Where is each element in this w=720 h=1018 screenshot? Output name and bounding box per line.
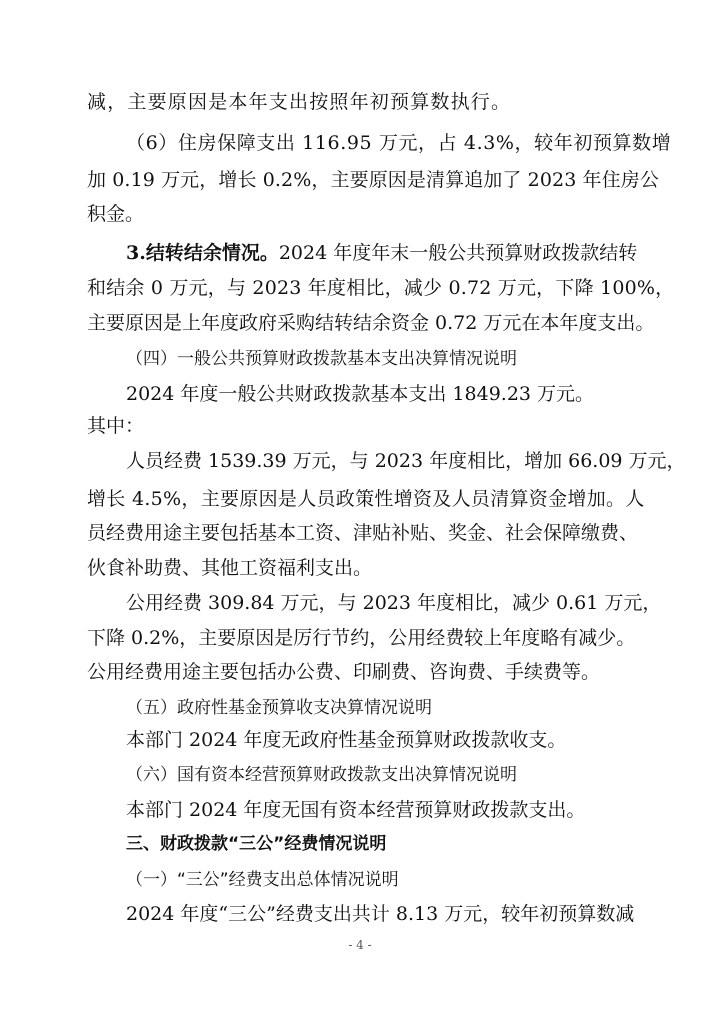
- text-line: 本部门 2024 年度无国有资本经营预算财政拨款支出。: [126, 799, 586, 821]
- section-heading: （四）一般公共预算财政拨款基本支出决算情况说明: [126, 349, 517, 369]
- text-line: 其中：: [87, 415, 145, 437]
- text-line: 2024 年度一般公共财政拨款基本支出 1849.23 万元。: [126, 383, 595, 405]
- paragraph-start: [126, 233, 646, 273]
- text-line: 本部门 2024 年度无政府性基金预算财政拨款收支。: [126, 729, 567, 751]
- text-span: 2024 年度年末一般公共预算财政拨款结转: [278, 242, 638, 264]
- text-line: 公用经费用途主要包括办公费、印刷费、咨询费、手续费等。: [87, 661, 601, 683]
- text-line: 和结余 0 万元，与 2023 年度相比，减少 0.72 万元，下降 100%，: [87, 277, 675, 299]
- text-line: 积金。: [87, 203, 145, 225]
- section-subheading: 3.结转结余情况。: [126, 242, 279, 264]
- chapter-heading: 三、财政拨款“三公”经费情况说明: [126, 834, 387, 854]
- text-line: 减，主要原因是本年支出按照年初预算数执行。: [87, 91, 512, 113]
- text-line: 伙食补助费、其他工资福利支出。: [87, 557, 373, 579]
- text-line: 增长 4.5%，主要原因是人员政策性增资及人员清算资金增加。人: [87, 488, 645, 510]
- text-line: 2024 年度“三公”经费支出共计 8.13 万元，较年初预算数减: [126, 903, 635, 925]
- page-number: - 4 -: [348, 938, 372, 952]
- text-line: 主要原因是上年度政府采购结转结余资金 0.72 万元在本年度支出。: [87, 312, 655, 334]
- text-line: 员经费用途主要包括基本工资、津贴补贴、奖金、社会保障缴费、: [87, 522, 639, 544]
- text-line: 下降 0.2%，主要原因是厉行节约，公用经费较上年度略有减少。: [87, 627, 636, 649]
- text-line: 公用经费 309.84 万元，与 2023 年度相比，减少 0.61 万元，: [126, 592, 662, 614]
- text-line: （6）住房保障支出 116.95 万元，占 4.3%，较年初预算数增: [126, 132, 672, 154]
- section-heading: （五）政府性基金预算收支决算情况说明: [126, 698, 432, 718]
- text-line: 加 0.19 万元，增长 0.2%，主要原因是清算追加了 2023 年住房公: [87, 169, 659, 191]
- section-heading: （一）“三公”经费支出总体情况说明: [126, 870, 399, 890]
- section-heading: （六）国有资本经营预算财政拨款支出决算情况说明: [126, 765, 517, 785]
- text-line: 人员经费 1539.39 万元，与 2023 年度相比，增加 66.09 万元，: [126, 450, 686, 472]
